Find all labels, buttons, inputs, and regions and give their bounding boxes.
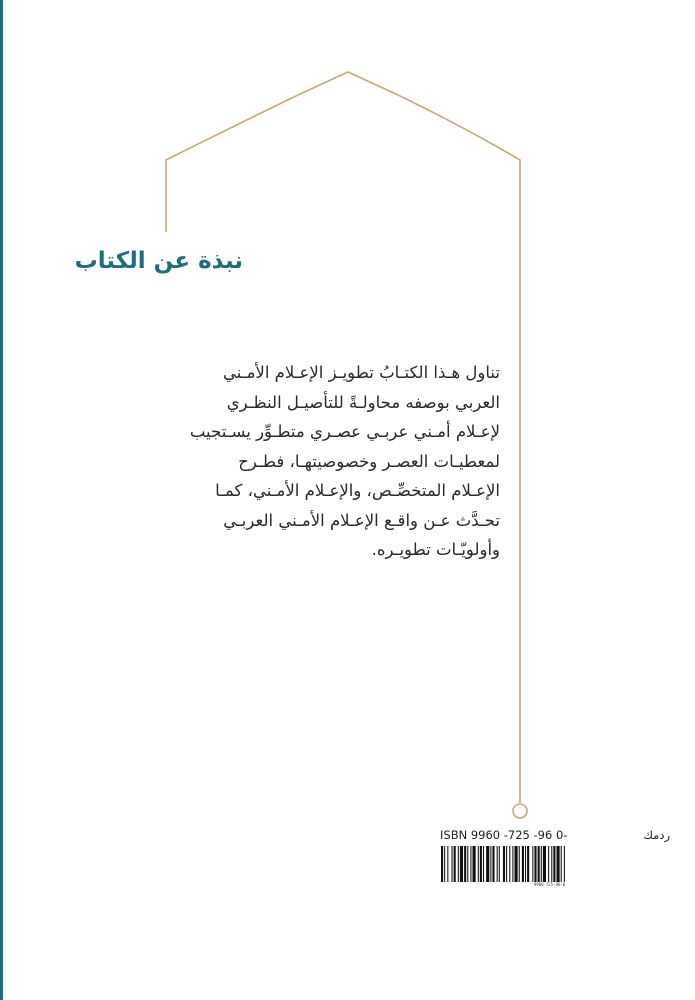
barcode-bar	[509, 846, 510, 882]
barcode-bar	[441, 846, 443, 882]
barcode-bar	[490, 846, 491, 882]
barcode-bar	[444, 846, 445, 882]
page-title: نبذة عن الكتاب	[74, 248, 243, 274]
barcode-bar	[538, 846, 540, 882]
summary-line: وأولويّـات تطويـره.	[371, 540, 500, 559]
barcode-bar	[499, 846, 500, 882]
barcode-bar	[522, 846, 524, 882]
barcode-bar	[519, 846, 520, 882]
summary-line: العربي بوصفه محاولـةً للتأصيـل النظـري	[226, 392, 500, 412]
barcode	[441, 846, 658, 882]
barcode-bar	[543, 846, 546, 882]
barcode-bar	[464, 846, 466, 882]
barcode-bar	[483, 846, 484, 882]
barcode-bar	[506, 846, 507, 882]
barcode-bar	[525, 846, 526, 882]
barcode-bar	[454, 846, 456, 882]
barcode-number: 9960-725-96-0	[533, 882, 566, 887]
isbn-latin: ISBN 9960 -725 -96 0-	[440, 828, 568, 842]
barcode-bar	[467, 846, 468, 882]
barcode-bar	[470, 846, 471, 882]
summary-line: لإعـلام أمـني عربـي عصـري متطـوِّر يسـتجيب	[189, 422, 500, 441]
barcode-bar	[515, 846, 518, 882]
barcode-bar	[458, 846, 459, 882]
barcode-bar	[548, 846, 549, 882]
barcode-bar	[503, 846, 505, 882]
barcode-bar	[473, 846, 476, 882]
barcode-bar	[452, 846, 453, 882]
summary-line: تحـدَّث عـن واقـع الإعـلام الأمـني العربـي	[223, 510, 500, 530]
barcode-bar	[478, 846, 479, 882]
book-summary	[150, 358, 500, 565]
barcode-bar	[460, 846, 463, 882]
summary-line: لمعطيـات العصـر وخصوصيتهـا، فطـرح	[238, 451, 500, 471]
barcode-bar	[551, 846, 552, 882]
barcode-bar	[527, 846, 529, 882]
frame-end-circle	[513, 804, 527, 818]
barcode-bar	[557, 846, 560, 882]
summary-line: الإعـلام المتخصِّـص، والإعـلام الأمـني، كمـا	[215, 481, 500, 500]
summary-line: تناول هـذا الكتـابُ تطويـز الإعـلام الأمـني	[223, 363, 500, 382]
barcode-bar	[534, 846, 536, 882]
barcode-bar	[561, 846, 562, 882]
barcode-bar	[492, 846, 494, 882]
barcode-bar	[541, 846, 542, 882]
barcode-bar	[447, 846, 448, 882]
barcode-bar	[497, 846, 498, 882]
barcode-bar	[564, 846, 565, 882]
barcode-bar	[512, 846, 513, 882]
barcode-bar	[486, 846, 489, 882]
barcode-bar	[532, 846, 533, 882]
barcode-bar	[553, 846, 555, 882]
barcode-bar	[480, 846, 482, 882]
isbn-arabic: ردمك	[643, 828, 670, 842]
